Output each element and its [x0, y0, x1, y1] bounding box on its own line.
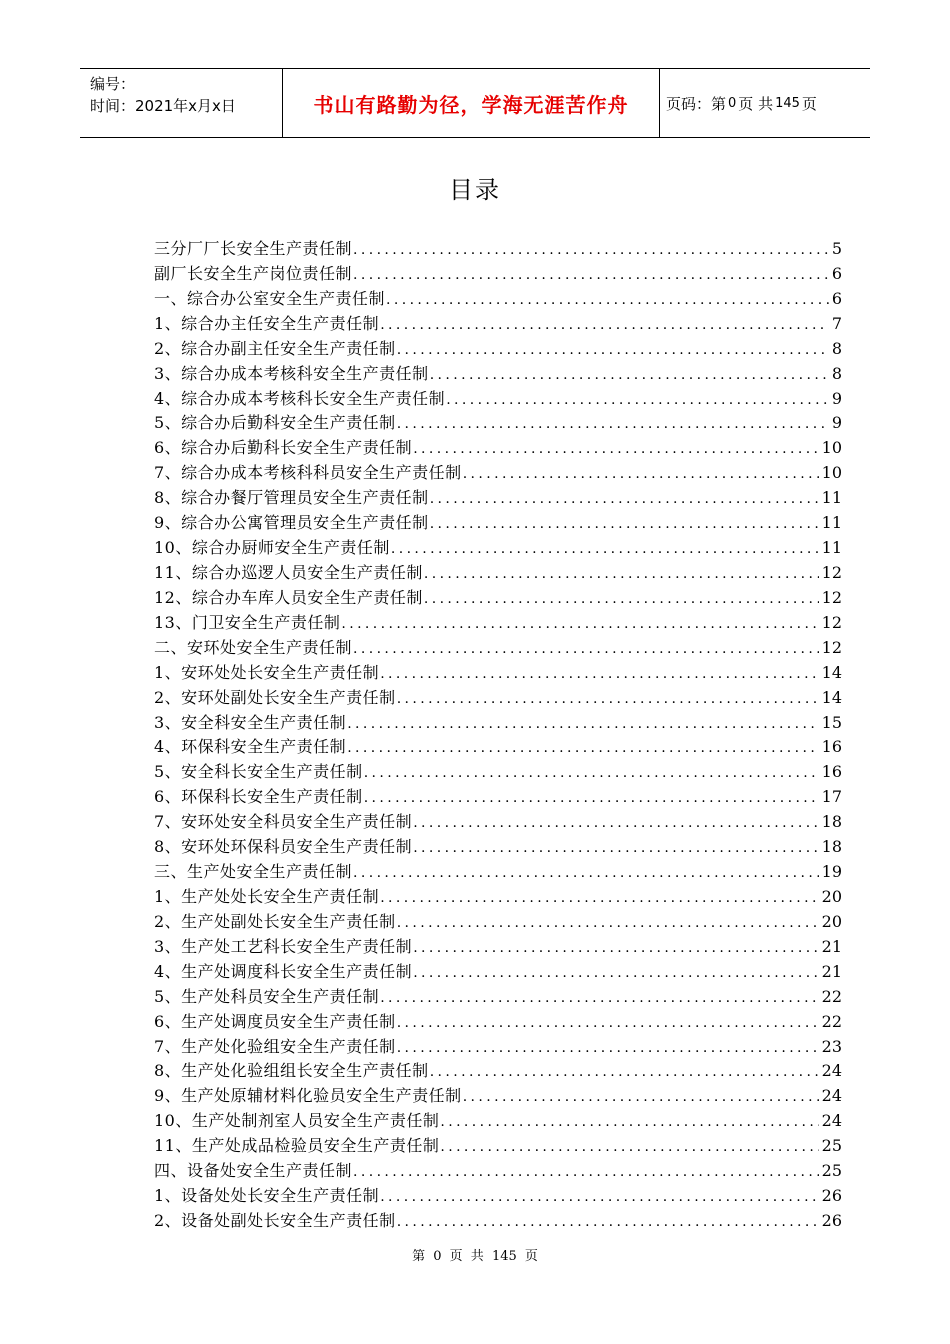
toc-entry-title: 3、综合办成本考核科安全生产责任制: [154, 363, 429, 383]
toc-leader-dots: [364, 765, 819, 781]
toc-entry-title: 10、综合办厨师安全生产责任制: [154, 538, 390, 558]
toc-entry-page: 10: [821, 463, 842, 483]
toc-entry-title: 4、综合办成本考核科长安全生产责任制: [154, 388, 446, 408]
header-page-total: 145: [775, 95, 800, 111]
toc-entry[interactable]: [154, 361, 842, 386]
toc-leader-dots: [430, 367, 829, 383]
toc-leader-dots: [446, 392, 829, 408]
toc-leader-dots: [424, 591, 819, 607]
toc-entry-page: 15: [821, 712, 842, 732]
toc-entry-page: 9: [831, 388, 842, 408]
toc-entry[interactable]: [154, 435, 842, 460]
toc-leader-dots: [353, 641, 819, 657]
toc-leader-dots: [440, 1139, 818, 1155]
toc-entry-page: 17: [821, 787, 842, 807]
toc-entry-title: 6、综合办后勤科长安全生产责任制: [154, 438, 413, 458]
toc-entry-title: 12、综合办车库人员安全生产责任制: [154, 587, 423, 607]
toc-leader-dots: [347, 740, 818, 756]
toc-entry-page: 10: [821, 438, 842, 458]
toc-entry[interactable]: [154, 1158, 842, 1183]
toc-leader-dots: [397, 342, 829, 358]
toc-leader-dots: [463, 1089, 819, 1105]
document-id-label: 编号：: [90, 75, 136, 93]
toc-leader-dots: [341, 616, 818, 632]
toc-entry-page: 8: [831, 338, 842, 358]
toc-entry-title: 2、设备处副处长安全生产责任制: [154, 1210, 396, 1230]
toc-entry[interactable]: [154, 1133, 842, 1158]
toc-entry-page: 6: [831, 263, 842, 283]
toc-entry[interactable]: [154, 934, 842, 959]
toc-entry[interactable]: [154, 485, 842, 510]
header-page-indicator: [666, 69, 817, 137]
toc-entry-page: 23: [821, 1036, 842, 1056]
toc-entry-page: 12: [821, 612, 842, 632]
toc-entry-title: 三分厂厂长安全生产责任制: [154, 239, 353, 258]
toc-entry[interactable]: [154, 635, 842, 660]
toc-entry-page: 21: [821, 936, 842, 956]
footer-page-mid: 页 共: [449, 1249, 484, 1264]
toc-leader-dots: [440, 1114, 818, 1130]
toc-entry-page: 22: [821, 1011, 842, 1031]
table-of-contents: [154, 236, 842, 1233]
toc-entry[interactable]: [154, 1009, 842, 1034]
toc-leader-dots: [380, 317, 829, 333]
toc-leader-dots: [413, 965, 818, 981]
header-motto: 书山有路勤为径，学海无涯苦作舟: [282, 69, 660, 137]
toc-entry[interactable]: [154, 336, 842, 361]
toc-entry-page: 5: [831, 239, 842, 258]
toc-entry-page: 8: [831, 363, 842, 383]
toc-leader-dots: [430, 1064, 819, 1080]
toc-entry-page: 7: [831, 313, 842, 333]
toc-entry[interactable]: [154, 386, 842, 411]
toc-leader-dots: [353, 1164, 819, 1180]
toc-entry-page: 11: [821, 513, 842, 533]
toc-entry[interactable]: [154, 311, 842, 336]
toc-entry-title: 13、门卫安全生产责任制: [154, 612, 341, 632]
toc-entry-title: 9、综合办公寓管理员安全生产责任制: [154, 513, 429, 533]
header-page-prefix: 页码：第: [666, 94, 727, 113]
toc-entry-page: 24: [821, 1086, 842, 1106]
toc-entry-title: 7、综合办成本考核科科员安全生产责任制: [154, 463, 462, 483]
toc-entry-title: 四、设备处安全生产责任制: [154, 1161, 353, 1181]
toc-leader-dots: [353, 267, 829, 283]
toc-entry[interactable]: [154, 610, 842, 635]
toc-entry[interactable]: [154, 236, 842, 261]
toc-entry-page: 20: [821, 911, 842, 931]
toc-entry-title: 8、综合办餐厅管理员安全生产责任制: [154, 488, 429, 508]
toc-leader-dots: [380, 890, 818, 906]
header-page-mid: 页 共: [738, 94, 774, 113]
toc-entry[interactable]: [154, 884, 842, 909]
footer-page-current: 0: [433, 1249, 442, 1264]
toc-entry-title: 副厂长安全生产岗位责任制: [154, 263, 353, 283]
toc-entry-title: 1、生产处处长安全生产责任制: [154, 886, 380, 906]
toc-entry[interactable]: [154, 759, 842, 784]
toc-entry[interactable]: [154, 1108, 842, 1133]
toc-entry-title: 7、生产处化验组安全生产责任制: [154, 1036, 396, 1056]
toc-entry-title: 8、生产处化验组组长安全生产责任制: [154, 1061, 429, 1081]
toc-entry-title: 11、综合办巡逻人员安全生产责任制: [154, 562, 423, 582]
toc-leader-dots: [413, 815, 818, 831]
toc-leader-dots: [397, 1214, 819, 1230]
header-meta: [90, 73, 282, 117]
toc-entry-title: 2、生产处副处长安全生产责任制: [154, 911, 396, 931]
document-time-label: 时间：2021年x月x日: [90, 97, 236, 115]
toc-entry-page: 11: [821, 538, 842, 558]
toc-leader-dots: [364, 790, 819, 806]
toc-entry-title: 一、综合办公室安全生产责任制: [154, 288, 386, 308]
toc-entry[interactable]: [154, 1034, 842, 1059]
toc-leader-dots: [397, 915, 819, 931]
toc-entry-title: 2、综合办副主任安全生产责任制: [154, 338, 396, 358]
toc-title: 目录: [449, 176, 501, 204]
toc-entry[interactable]: [154, 510, 842, 535]
toc-entry-page: 26: [821, 1210, 842, 1230]
toc-leader-dots: [463, 466, 819, 482]
toc-entry[interactable]: [154, 1183, 842, 1208]
toc-entry-page: 6: [831, 288, 842, 308]
toc-entry-title: 9、生产处原辅材料化验员安全生产责任制: [154, 1086, 462, 1106]
toc-entry[interactable]: [154, 460, 842, 485]
page-footer: [0, 1245, 950, 1264]
footer-page-total: 145: [491, 1249, 517, 1264]
toc-leader-dots: [391, 541, 819, 557]
toc-entry-title: 7、安环处安全科员安全生产责任制: [154, 812, 413, 832]
toc-entry[interactable]: [154, 535, 842, 560]
toc-entry[interactable]: [154, 959, 842, 984]
toc-entry-title: 4、生产处调度科长安全生产责任制: [154, 961, 413, 981]
toc-entry-title: 2、安环处副处长安全生产责任制: [154, 687, 396, 707]
toc-leader-dots: [353, 865, 819, 881]
toc-entry-page: 9: [831, 413, 842, 433]
toc-entry-title: 三、生产处安全生产责任制: [154, 862, 353, 882]
toc-entry-title: 5、生产处科员安全生产责任制: [154, 986, 380, 1006]
toc-entry-title: 1、安环处处长安全生产责任制: [154, 662, 380, 682]
toc-leader-dots: [413, 840, 818, 856]
toc-entry-title: 4、环保科安全生产责任制: [154, 737, 347, 757]
toc-entry-page: 12: [821, 637, 842, 657]
toc-entry[interactable]: [154, 261, 842, 286]
toc-leader-dots: [397, 1015, 819, 1031]
toc-entry[interactable]: [154, 560, 842, 585]
toc-entry-page: 24: [821, 1111, 842, 1131]
toc-entry-page: 12: [821, 562, 842, 582]
toc-entry-title: 5、综合办后勤科安全生产责任制: [154, 413, 396, 433]
toc-leader-dots: [430, 516, 819, 532]
toc-entry[interactable]: [154, 1208, 842, 1233]
header-page-suffix: 页: [801, 94, 817, 113]
header-page-current: 0: [728, 95, 737, 111]
toc-leader-dots: [413, 940, 818, 956]
toc-entry-title: 11、生产处成品检验员安全生产责任制: [154, 1136, 440, 1156]
toc-entry-page: 18: [821, 837, 842, 857]
toc-entry[interactable]: [154, 734, 842, 759]
toc-entry[interactable]: [154, 1083, 842, 1108]
toc-entry-page: 14: [821, 662, 842, 682]
footer-page-prefix: 第: [412, 1249, 426, 1264]
toc-entry-title: 1、综合办主任安全生产责任制: [154, 313, 380, 333]
toc-entry[interactable]: [154, 660, 842, 685]
toc-entry-title: 5、安全科长安全生产责任制: [154, 762, 363, 782]
toc-entry-page: 24: [821, 1061, 842, 1081]
toc-entry[interactable]: [154, 585, 842, 610]
toc-leader-dots: [430, 491, 819, 507]
toc-entry-page: 25: [821, 1161, 842, 1181]
toc-entry-page: 22: [821, 986, 842, 1006]
toc-entry-title: 6、环保科长安全生产责任制: [154, 787, 363, 807]
toc-leader-dots: [397, 1040, 819, 1056]
toc-entry[interactable]: [154, 286, 842, 311]
toc-entry-title: 二、安环处安全生产责任制: [154, 637, 353, 657]
toc-entry-page: 21: [821, 961, 842, 981]
toc-leader-dots: [380, 666, 818, 682]
toc-leader-dots: [413, 441, 818, 457]
page-header: [80, 68, 870, 138]
toc-entry-page: 26: [821, 1186, 842, 1206]
toc-entry-page: 19: [821, 862, 842, 882]
toc-entry-page: 12: [821, 587, 842, 607]
toc-leader-dots: [397, 691, 819, 707]
toc-leader-dots: [386, 292, 829, 308]
toc-entry-page: 11: [821, 488, 842, 508]
toc-leader-dots: [353, 242, 829, 258]
toc-entry-title: 6、生产处调度员安全生产责任制: [154, 1011, 396, 1031]
toc-entry[interactable]: [154, 984, 842, 1009]
toc-entry-page: 16: [821, 737, 842, 757]
toc-entry[interactable]: [154, 1058, 842, 1083]
toc-entry[interactable]: [154, 784, 842, 809]
toc-leader-dots: [347, 716, 818, 732]
toc-entry[interactable]: [154, 685, 842, 710]
footer-page-suffix: 页: [524, 1249, 538, 1264]
toc-entry-page: 14: [821, 687, 842, 707]
toc-leader-dots: [380, 1189, 818, 1205]
toc-entry[interactable]: [154, 859, 842, 884]
toc-entry[interactable]: [154, 710, 842, 735]
toc-entry-title: 10、生产处制剂室人员安全生产责任制: [154, 1111, 440, 1131]
toc-entry[interactable]: [154, 410, 842, 435]
toc-entry-title: 1、设备处处长安全生产责任制: [154, 1186, 380, 1206]
toc-entry-page: 25: [821, 1136, 842, 1156]
toc-entry[interactable]: [154, 809, 842, 834]
toc-entry-title: 3、安全科安全生产责任制: [154, 712, 347, 732]
toc-leader-dots: [397, 416, 829, 432]
toc-leader-dots: [380, 990, 818, 1006]
toc-entry-page: 18: [821, 812, 842, 832]
toc-entry[interactable]: [154, 909, 842, 934]
toc-entry[interactable]: [154, 834, 842, 859]
toc-entry-title: 8、安环处环保科员安全生产责任制: [154, 837, 413, 857]
toc-entry-page: 20: [821, 886, 842, 906]
toc-entry-page: 16: [821, 762, 842, 782]
toc-entry-title: 3、生产处工艺科长安全生产责任制: [154, 936, 413, 956]
toc-leader-dots: [424, 566, 819, 582]
